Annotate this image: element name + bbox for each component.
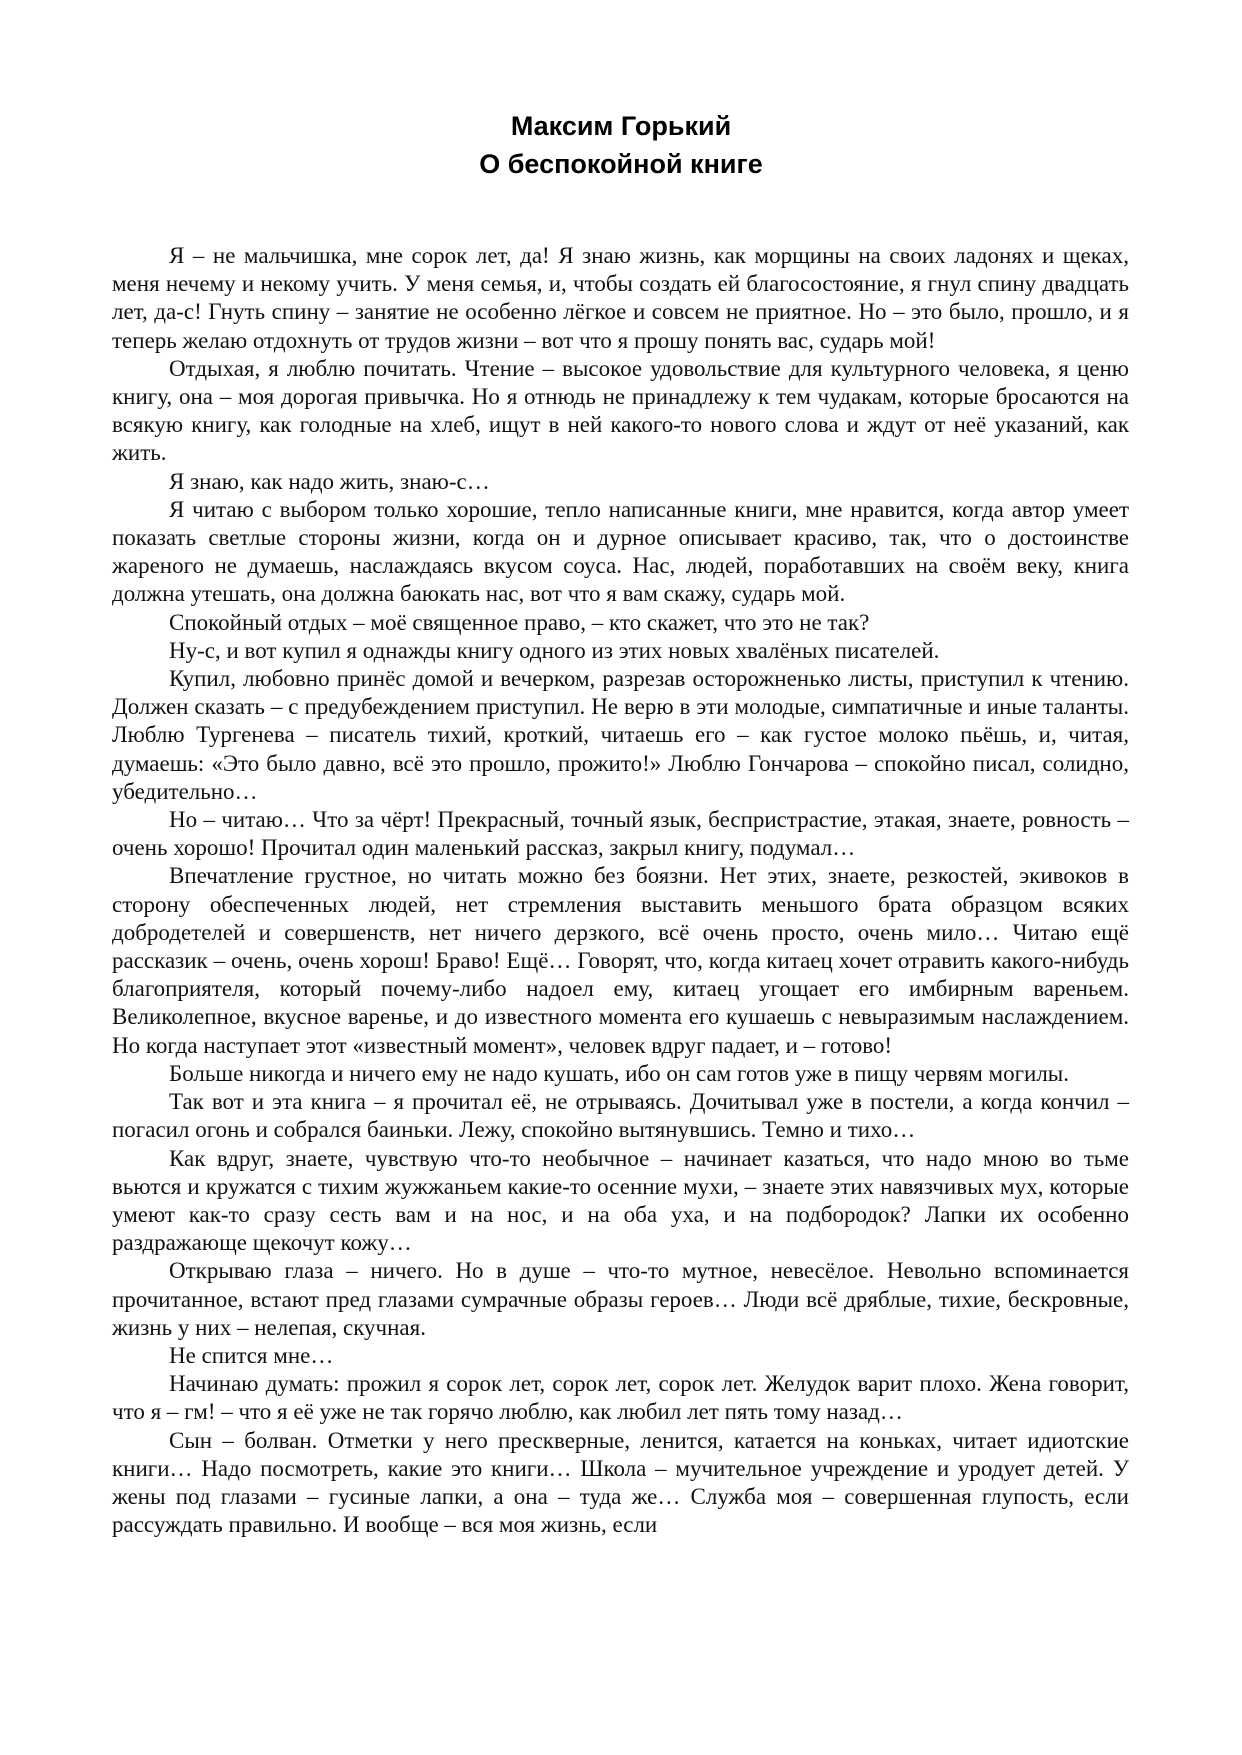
paragraph: Сын – болван. Отметки у него прескверные, ленится, катается на коньках, читает идиотские книги… Надо посмотреть, какие это книги… Школа – мучительное учреждение и уродует детей. У жены под глазами – гусиные лапки, а она – туда же… Служба моя – совершенная глупость, если рассуждать правильно. И вообще – вся моя жизнь, если xyxy=(112,1427,1129,1538)
paragraph: Отдыхая, я люблю почитать. Чтение – высокое удовольствие для культурного человека, я ценю книгу, она – моя дорогая привычка. Но я отнюдь не принадлежу к тем чудакам, которые бросаются на всякую книгу, как голодные на хлеб, ищут в ней какого-то нового слова и ждут от неё указаний, как жить. xyxy=(112,355,1129,466)
document-title: О беспокойной книге xyxy=(479,149,763,179)
paragraph: Купил, любовно принёс домой и вечерком, разрезав осторожненько листы, приступил к чтению. Должен сказать – с предубеждением приступил. Не верю в эти молодые, симпатичные и иные таланты. Люблю Тургенева – писатель тихий, кроткий, читаешь его – как густое молоко пьёшь, и, читая, думаешь: «Это было давно, всё это прошло, прожито!» Люблю Гончарова – спокойно писал, солидно, убедительно… xyxy=(112,666,1129,804)
paragraph: Не спится мне… xyxy=(169,1342,334,1368)
paragraph: Я читаю с выбором только хорошие, тепло написанные книги, мне нравится, когда автор умеет показать светлые стороны жизни, когда он и дурное описывает красиво, так, что о достоинстве жареного не думаешь, наслаждаясь вкусом соуса. Нас, людей, поработавших на своём веку, книга должна утешать, она должна баюкать нас, вот что я вам скажу, сударь мой. xyxy=(112,496,1129,607)
paragraph: Больше никогда и ничего ему не надо кушать, ибо он сам готов уже в пищу червям могилы. xyxy=(169,1060,1069,1086)
author-name: Максим Горький xyxy=(510,111,732,141)
paragraph: Но – читаю… Что за чёрт! Прекрасный, точный язык, беспристрастие, этакая, знаете, ровность – очень хорошо! Прочитал один маленький рассказ, закрыл книгу, подумал… xyxy=(112,807,1129,861)
paragraph: Так вот и эта книга – я прочитал её, не отрываясь. Дочитывал уже в постели, а когда кончил – погасил огонь и собрался баиньки. Лежу, спокойно вытянувшись. Темно и тихо… xyxy=(112,1089,1129,1143)
paragraph: Впечатление грустное, но читать можно без боязни. Нет этих, знаете, резкостей, экивоков в сторону обеспеченных людей, нет стремления выставить меньшого брата образцом всяких добродетелей и совершенств, нет ничего дерзкого, всё очень просто, очень мило… Читаю ещё рассказик – очень, очень хорош! Браво! Ещё… Говорят, что, когда китаец хочет отравить какого-нибудь благоприятеля, который почему-либо надоел ему, китаец угощает его имбирным вареньем. Великолепное, вкусное варенье, и до известного момента его кушаешь с невыразимым наслаждением. Но когда наступает этот «известный момент», человек вдруг падает, и – готово! xyxy=(112,863,1129,1058)
document-header xyxy=(0,107,1242,183)
paragraph: Спокойный отдых – моё священное право, – кто скажет, что это не так? xyxy=(169,609,870,635)
document-body xyxy=(112,242,1129,1539)
paragraph: Я знаю, как надо жить, знаю-с… xyxy=(169,468,490,494)
paragraph: Начинаю думать: прожил я сорок лет, сорок лет, сорок лет. Желудок варит плохо. Жена говорит, что я – гм! – что я её уже не так горячо люблю, как любил лет пять тому назад… xyxy=(112,1371,1129,1425)
paragraph: Как вдруг, знаете, чувствую что-то необычное – начинает казаться, что надо мною во тьме вьются и кружатся с тихим жужжаньем какие-то осенние мухи, – знаете этих навязчивых мух, которые умеют как-то сразу сесть вам и на нос, и на оба уха, и на подбородок? Лапки их особенно раздражающе щекочут кожу… xyxy=(112,1145,1129,1256)
paragraph: Открываю глаза – ничего. Но в душе – что-то мутное, невесёлое. Невольно вспоминается прочитанное, встают пред глазами сумрачные образы героев… Люди всё дряблые, тихие, бескровные, жизнь у них – нелепая, скучная. xyxy=(112,1258,1129,1340)
paragraph: Ну-с, и вот купил я однажды книгу одного из этих новых хвалёных писателей. xyxy=(169,637,940,663)
paragraph: Я – не мальчишка, мне сорок лет, да! Я знаю жизнь, как морщины на своих ладонях и щеках, меня нечему и некому учить. У меня семья, и, чтобы создать ей благосостояние, я гнул спину двадцать лет, да-с! Гнуть спину – занятие не особенно лёгкое и совсем не приятное. Но – это было, прошло, и я теперь желаю отдохнуть от трудов жизни – вот что я прошу понять вас, сударь мой! xyxy=(112,243,1129,353)
